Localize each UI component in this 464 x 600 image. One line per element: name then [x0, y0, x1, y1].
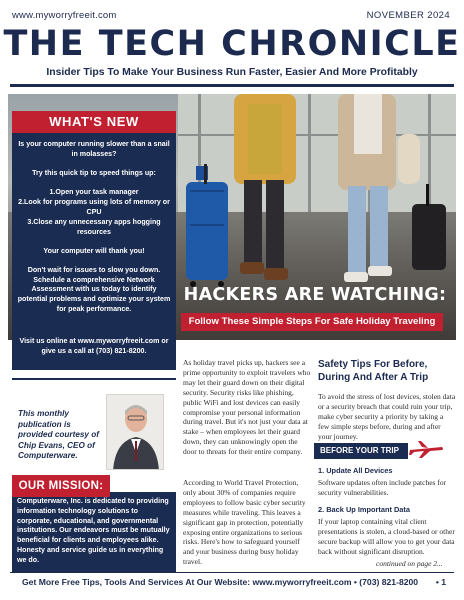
- whats-new-step-1: 1.Open your task manager: [49, 188, 139, 196]
- mission-heading: OUR MISSION:: [12, 475, 110, 497]
- whats-new-visit: Visit us online at www.myworryfreeit.com or give us a call at (703) 821-8200.: [19, 337, 169, 355]
- hero-subheadline: Follow These Simple Steps For Safe Holiday Traveling: [181, 313, 443, 331]
- whats-new-thanks: Your computer will thank you!: [43, 247, 145, 255]
- masthead-url: www.myworryfreeit.com: [12, 10, 117, 21]
- whats-new-step-2: 2.Look for programs using lots of memory or CPU: [18, 198, 170, 216]
- article-paragraph-1: As holiday travel picks up, hackers see a prime opportunity to exploit travelers who may let their guard down on their digital security. Security risks like phishing, public WiFi and lost devices can easily compromise your personal information during travel. But it's not just your data at stake – when employees let their guard down, they can unknowingly open the door to threats for their entire company.: [183, 358, 311, 457]
- hero-headline: HACKERS ARE WATCHING:: [183, 285, 447, 305]
- footer-divider: [10, 572, 454, 573]
- continued-note: continued on page 2...: [376, 559, 443, 568]
- tip-2-title: 2. Back Up Important Data: [318, 505, 410, 514]
- portrait-illustration: [107, 395, 164, 470]
- page-number: • 1: [435, 577, 446, 587]
- newsletter-tagline: Insider Tips To Make Your Business Run Faster, Easier And More Profitably: [46, 67, 418, 78]
- sidebar-title: Safety Tips For Before, During And After A Trip: [318, 359, 429, 383]
- article-paragraph-2: According to World Travel Protection, only about 30% of companies require employees to follow basic cyber security measures while traveling. This leaves a significant gap in protection, potentially exposing entire organizations to serious risks. Here's how to safeguard yourself and your business during busy holiday travel.: [183, 478, 306, 567]
- issue-date: NOVEMBER 2024: [366, 10, 450, 21]
- tip-1-text: Software updates often include patches for security vulnerabilities.: [318, 478, 447, 497]
- whats-new-step-3: 3.Close any unnecessary apps hogging resources: [27, 218, 161, 236]
- mission-text: Computerware, Inc. is dedicated to providing information technology solutions to corporate, educational, and governmental institutions. Our endeavors must be mutually beneficial for clients and employees alike. Honesty and service guide us in everything we do.: [17, 497, 170, 564]
- ceo-portrait: [106, 394, 164, 470]
- footer-text: Get More Free Tips, Tools And Services At Our Website: www.myworryfreeit.com • (703) 821-8200: [22, 577, 419, 587]
- before-trip-label: BEFORE YOUR TRIP: [314, 443, 408, 459]
- whats-new-heading: WHAT'S NEW: [12, 111, 176, 133]
- newsletter-title: THE TECH CHRONICLE: [3, 24, 461, 64]
- whats-new-cta: Don't wait for issues to slow you down. Schedule a comprehensive Network Assessment with us today to identify potential problems and optimize your system for peak performance.: [17, 266, 171, 313]
- whats-new-intro: Try this quick tip to speed things up:: [32, 169, 156, 177]
- courtesy-divider: [12, 378, 176, 380]
- whats-new-question: Is your computer running slower than a snail in molasses?: [18, 140, 170, 158]
- sidebar-intro: To avoid the stress of lost devices, stolen data or a security breach that could ruin your trip, make cyber security a priority by taking a few simple steps before, during and after your journey.: [318, 392, 456, 441]
- courtesy-note: This monthly publication is provided courtesy of Chip Evans, CEO of Computerware.: [18, 409, 99, 460]
- tip-2-text: If your laptop containing vital client presentations is stolen, a cloud-based or other secure backup will allow you to get your data back without significant disruption.: [318, 517, 455, 556]
- tip-1-title: 1. Update All Devices: [318, 466, 393, 475]
- airplane-icon: [408, 439, 444, 459]
- masthead-divider: [10, 84, 454, 87]
